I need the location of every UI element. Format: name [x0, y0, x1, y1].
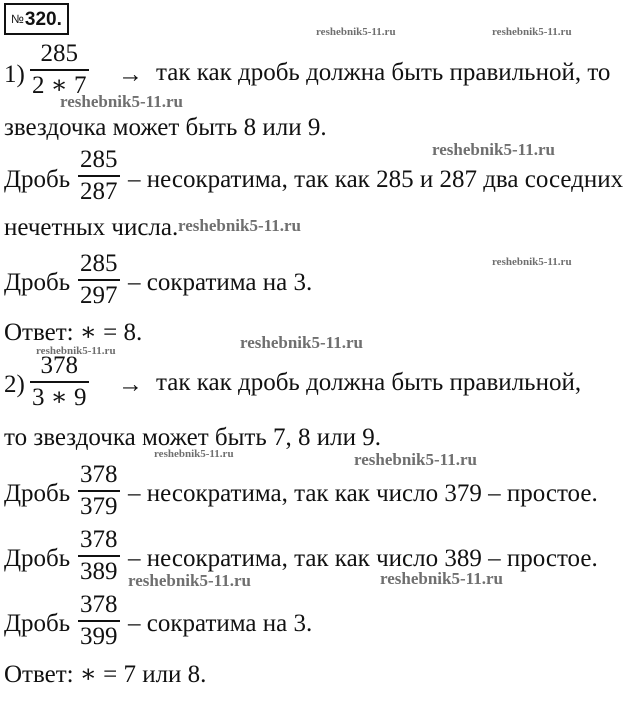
part2-case2-text: – несократима, так как число 389 – простое.	[128, 545, 598, 572]
part1-case2-prefix: Дробь	[4, 269, 71, 296]
part2-case3-text: – сократима на 3.	[128, 610, 313, 637]
watermark: reshebnik5-11.ru	[380, 569, 503, 588]
part1-line1: так как дробь должна быть правильной, то	[156, 59, 611, 86]
part1-fraction	[30, 40, 89, 100]
part2-case3-fraction	[78, 591, 120, 651]
fraction-numerator: 285	[40, 40, 78, 67]
watermark: reshebnik5-11.ru	[432, 140, 555, 159]
part2-case2-fraction	[78, 526, 120, 586]
part1-line2: звездочка может быть 8 или 9.	[4, 114, 327, 141]
fraction-denominator: 2 ∗ 7	[32, 72, 87, 99]
number-sign: №	[11, 12, 24, 26]
fraction-bar	[30, 381, 89, 383]
watermark: reshebnik5-11.ru	[354, 450, 477, 469]
fraction-bar	[78, 175, 120, 177]
part2-line1: так как дробь должна быть правильной,	[156, 369, 582, 396]
fraction-denominator: 3 ∗ 9	[32, 384, 87, 411]
part2-answer: Ответ: ∗ = 7 или 8.	[4, 661, 207, 688]
fraction-denominator: 399	[80, 623, 118, 650]
watermark: reshebnik5-11.ru	[492, 256, 572, 268]
watermark: reshebnik5-11.ru	[240, 333, 363, 352]
watermark: reshebnik5-11.ru	[60, 92, 183, 111]
part1-case1-text: – несократима, так как 285 и 287 два соседних	[128, 166, 624, 193]
fraction-numerator: 285	[80, 146, 118, 173]
watermark: reshebnik5-11.ru	[154, 448, 234, 460]
fraction-numerator: 285	[80, 250, 118, 277]
fraction-bar	[78, 620, 120, 622]
part1-case1-prefix: Дробь	[4, 166, 71, 193]
arrow-icon: →	[118, 371, 143, 398]
part2-case3-prefix: Дробь	[4, 610, 71, 637]
problem-number-badge	[4, 3, 69, 35]
fraction-numerator: 378	[80, 526, 118, 553]
watermark: reshebnik5-11.ru	[316, 26, 396, 38]
part1-answer: Ответ: ∗ = 8.	[4, 319, 143, 346]
watermark: reshebnik5-11.ru	[492, 26, 572, 38]
watermark: reshebnik5-11.ru	[36, 345, 116, 357]
fraction-bar	[78, 490, 120, 492]
part2-fraction	[30, 352, 89, 412]
part1-case1-line2: нечетных числа.	[4, 214, 179, 241]
fraction-bar	[78, 279, 120, 281]
fraction-denominator: 389	[80, 558, 118, 585]
fraction-numerator: 378	[80, 461, 118, 488]
fraction-denominator: 297	[80, 282, 118, 309]
fraction-numerator: 378	[40, 352, 78, 379]
part1-case2-fraction	[78, 250, 120, 310]
part2-case1-text: – несократима, так как число 379 – простое.	[128, 480, 598, 507]
part2-case1-fraction	[78, 461, 120, 521]
watermark: reshebnik5-11.ru	[128, 571, 251, 590]
part2-line2: то звездочка может быть 7, 8 или 9.	[4, 424, 381, 451]
part2-case1-prefix: Дробь	[4, 480, 71, 507]
part2-case2-prefix: Дробь	[4, 545, 71, 572]
watermark: reshebnik5-11.ru	[178, 216, 301, 235]
fraction-bar	[78, 555, 120, 557]
part1-case1-fraction	[78, 146, 120, 206]
fraction-bar	[30, 69, 89, 71]
fraction-numerator: 378	[80, 591, 118, 618]
part1-label: 1)	[4, 61, 25, 88]
problem-number: 320.	[24, 9, 62, 30]
arrow-icon: →	[118, 61, 143, 88]
fraction-denominator: 287	[80, 178, 118, 205]
part1-case2-text: – сократима на 3.	[128, 269, 313, 296]
part2-label: 2)	[4, 371, 25, 398]
fraction-denominator: 379	[80, 493, 118, 520]
